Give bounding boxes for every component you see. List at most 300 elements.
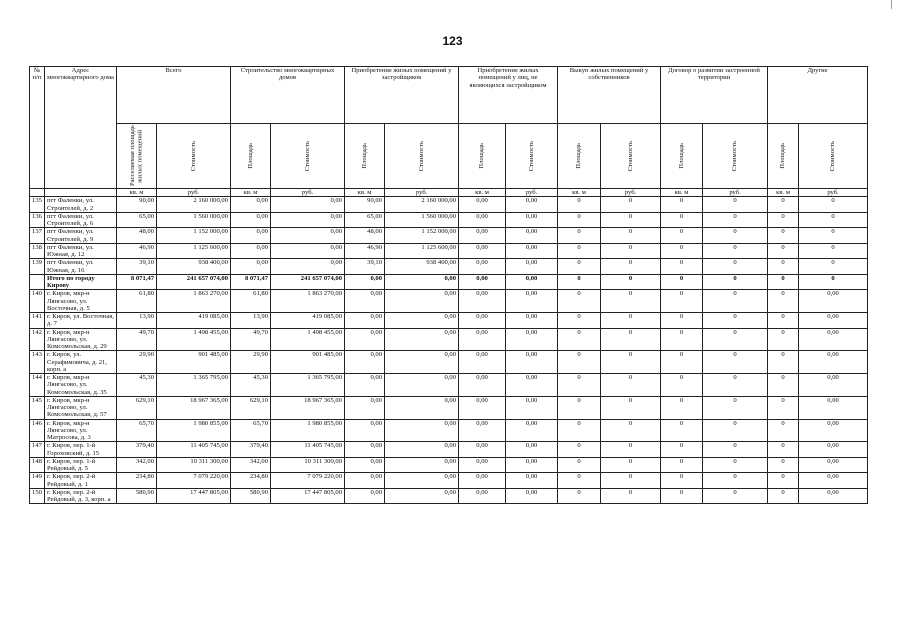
row-value: 0,00 [506,290,558,313]
row-value: 0,00 [345,374,385,397]
row-value: 10 311 300,00 [157,457,231,473]
row-value: 0,00 [345,328,385,351]
units-row [30,189,868,197]
row-value: 0 [558,442,601,458]
row-value: 0,00 [271,197,345,213]
row-value: 0 [661,243,703,259]
row-value: 379,40 [117,442,157,458]
row-value: 0 [661,197,703,213]
row-value: 17 447 805,00 [157,488,231,504]
row-value: 46,90 [117,243,157,259]
row-value: 0,00 [459,473,506,489]
row-value: 0 [661,228,703,244]
row-number: 139 [30,259,45,275]
row-value: 0 [661,313,703,329]
row-value: 938 400,00 [385,259,459,275]
row-value: 0,00 [459,313,506,329]
row-value: 0 [558,457,601,473]
row-value: 1 365 795,00 [157,374,231,397]
row-value: 0,00 [459,396,506,419]
row-address: г. Киров, мкр-н Лянгасово, ул. Матросова, д. 3 [45,419,117,442]
row-value: 0 [601,473,661,489]
row-value: 61,80 [117,290,157,313]
row-value: 0 [703,259,768,275]
row-value: 17 447 805,00 [271,488,345,504]
table-row [30,419,868,442]
row-value: 0 [703,274,768,290]
row-value: 0,00 [271,228,345,244]
unit-cell: кв. м [345,189,385,197]
row-value: 419 085,00 [157,313,231,329]
row-value: 0 [661,274,703,290]
unit-cell: руб. [385,189,459,197]
row-value: 0,00 [799,473,868,489]
row-value: 1 125 600,00 [157,243,231,259]
row-value: 0,00 [271,259,345,275]
row-value: 48,00 [117,228,157,244]
row-value: 0 [558,243,601,259]
row-value: 49,70 [231,328,271,351]
row-value: 0,00 [506,442,558,458]
header-area: Площадь [345,124,385,189]
unit-cell: руб. [703,189,768,197]
row-value: 342,00 [117,457,157,473]
row-value: 0 [768,328,799,351]
row-value: 65,70 [117,419,157,442]
row-value: 0,00 [345,473,385,489]
header-area: Площадь [558,124,601,189]
row-value: 2 160 000,00 [385,197,459,213]
row-value: 0 [601,259,661,275]
row-value: 0 [661,442,703,458]
row-value: 45,30 [231,374,271,397]
row-value: 0,00 [459,228,506,244]
row-value: 0 [768,442,799,458]
header-sub-row [30,124,868,189]
relocation-table [29,66,868,504]
row-value: 0,00 [231,259,271,275]
unit-cell: кв. м [459,189,506,197]
table-row [30,442,868,458]
row-address: пгт Фаленки, ул. Южная, д. 12 [45,243,117,259]
row-value: 0,00 [506,259,558,275]
row-number: 140 [30,290,45,313]
row-value: 1 498 455,00 [157,328,231,351]
row-value: 629,10 [117,396,157,419]
row-value: 0 [768,313,799,329]
row-value: 0 [558,212,601,228]
row-value: 0 [558,374,601,397]
row-value: 0 [558,274,601,290]
row-value: 0,00 [799,457,868,473]
row-value: 65,70 [231,419,271,442]
row-value: 0 [703,197,768,213]
row-value: 0 [768,457,799,473]
row-value: 0,00 [345,274,385,290]
row-value: 0 [768,396,799,419]
row-value: 29,90 [117,351,157,374]
table-row [30,473,868,489]
row-value: 0 [558,419,601,442]
row-value: 0,00 [459,259,506,275]
row-value: 18 967 365,00 [157,396,231,419]
row-value: 0,00 [506,212,558,228]
header-group-row [30,67,868,124]
row-value: 0,00 [799,396,868,419]
row-value: 0 [768,290,799,313]
row-value: 0 [703,212,768,228]
row-number: 141 [30,313,45,329]
table-row [30,259,868,275]
row-number: 136 [30,212,45,228]
row-value: 0 [601,328,661,351]
unit-cell: кв. м [231,189,271,197]
row-value: 1 125 600,00 [385,243,459,259]
row-number: 147 [30,442,45,458]
row-number: 149 [30,473,45,489]
header-cost: Стоимость [601,124,661,189]
row-value: 0,00 [345,396,385,419]
page-number: 123 [442,34,463,48]
row-value: 0 [799,228,868,244]
row-value: 0,00 [459,351,506,374]
row-number: 142 [30,328,45,351]
row-value: 0,00 [506,374,558,397]
row-value: 0,00 [459,442,506,458]
row-value: 0 [703,228,768,244]
row-value: 0,00 [231,228,271,244]
row-value: 0 [601,228,661,244]
row-value: 0 [601,274,661,290]
row-value: 0,00 [506,243,558,259]
row-value: 1 980 855,00 [157,419,231,442]
row-value: 0,00 [385,473,459,489]
row-value: 0 [768,374,799,397]
row-number: 150 [30,488,45,504]
row-value: 0,00 [385,396,459,419]
unit-cell: руб. [799,189,868,197]
row-value: 0 [601,457,661,473]
row-value: 0,00 [506,457,558,473]
header-cost: Стоимость [385,124,459,189]
row-value: 1 365 795,00 [271,374,345,397]
row-value: 0 [601,351,661,374]
header-area: Площадь [661,124,703,189]
row-value: 0,00 [385,442,459,458]
unit-cell: кв. м [117,189,157,197]
row-value: 10 311 300,00 [271,457,345,473]
row-value: 0 [661,374,703,397]
row-value: 0 [703,328,768,351]
row-value: 0 [768,259,799,275]
row-value: 0,00 [345,313,385,329]
row-number: 146 [30,419,45,442]
header-group-development-agreement: Договор о развитии застроенной территории [661,67,768,124]
row-value: 0,00 [231,212,271,228]
row-address: г. Киров, мкр-н Лянгасово, ул. Комсомольская, д. 35 [45,374,117,397]
table-body [30,197,868,504]
row-value: 0 [601,290,661,313]
row-value: 1 560 000,00 [385,212,459,228]
row-value: 901 485,00 [271,351,345,374]
row-value: 0,00 [799,313,868,329]
row-value: 0 [768,212,799,228]
row-value: 234,80 [231,473,271,489]
row-value: 0,00 [459,274,506,290]
row-value: 0,00 [799,351,868,374]
row-value: 0 [703,419,768,442]
header-cost: Стоимость [506,124,558,189]
row-value: 48,00 [345,228,385,244]
table-row [30,197,868,213]
row-value: 0 [661,290,703,313]
row-value: 1 498 455,00 [271,328,345,351]
unit-cell: руб. [271,189,345,197]
table-row [30,374,868,397]
row-value: 0,00 [506,228,558,244]
row-value: 379,40 [231,442,271,458]
row-value: 0 [768,473,799,489]
row-value: 0 [703,473,768,489]
row-value: 39,10 [345,259,385,275]
row-address: пгт Фаленки, ул. Строителей, д. 9 [45,228,117,244]
row-value: 0,00 [506,473,558,489]
row-value: 419 085,00 [271,313,345,329]
row-value: 0,00 [506,419,558,442]
row-value: 0,00 [799,488,868,504]
header-number: № п/п [30,67,45,189]
row-value: 0 [768,419,799,442]
row-value: 0 [558,228,601,244]
scan-edge-mark [891,0,892,9]
row-value: 901 485,00 [157,351,231,374]
header-group-buyout: Выкуп жилых помещений у собственников [558,67,661,124]
row-value: 0,00 [271,212,345,228]
row-value: 0 [703,313,768,329]
row-value: 0 [558,197,601,213]
row-value: 0 [558,396,601,419]
row-value: 7 079 220,00 [157,473,231,489]
row-value: 46,90 [345,243,385,259]
table-row [30,488,868,504]
row-value: 1 560 000,00 [157,212,231,228]
row-value: 0 [661,396,703,419]
row-value: 0 [661,488,703,504]
row-value: 0,00 [459,374,506,397]
row-number [30,274,45,290]
row-value: 0,00 [459,419,506,442]
row-value: 0 [661,473,703,489]
row-value: 0,00 [345,290,385,313]
row-value: 0,00 [385,290,459,313]
row-value: 0 [768,243,799,259]
row-value: 61,80 [231,290,271,313]
row-value: 0 [768,228,799,244]
row-address: г. Киров, ул. Серафимовича, д. 21, корп. а [45,351,117,374]
row-value: 0,00 [459,328,506,351]
row-value: 0,00 [231,243,271,259]
unit-cell: кв. м [661,189,703,197]
row-value: 0,00 [459,290,506,313]
row-value: 45,30 [117,374,157,397]
header-cost: Стоимость [157,124,231,189]
row-address: пгт Фаленки, ул. Строителей, д. 2 [45,197,117,213]
row-value: 241 657 074,00 [157,274,231,290]
row-value: 0,00 [506,197,558,213]
row-value: 0,00 [385,274,459,290]
row-value: 342,00 [231,457,271,473]
table-row [30,290,868,313]
row-address: г. Киров, пер. 2-й Рейдовый, д. 3, корп. а [45,488,117,504]
header-address: Адрес многоквартирного дома [45,67,117,189]
row-value: 1 863 270,00 [157,290,231,313]
row-value: 0 [799,243,868,259]
row-value: 0 [601,197,661,213]
header-cost: Стоимость [703,124,768,189]
row-value: 0 [703,290,768,313]
row-value: 0 [703,442,768,458]
header-area: Площадь [459,124,506,189]
total-row [30,274,868,290]
row-value: 0 [601,488,661,504]
row-value: 938 400,00 [157,259,231,275]
row-number: 138 [30,243,45,259]
row-address: г. Киров, пер. 2-й Рейдовый, д. 1 [45,473,117,489]
row-value: 0,00 [385,457,459,473]
row-value: 7 079 220,00 [271,473,345,489]
unit-cell: руб. [506,189,558,197]
row-value: 49,70 [117,328,157,351]
row-value: 0 [768,197,799,213]
row-value: 0 [799,212,868,228]
row-value: 8 071,47 [117,274,157,290]
unit-cell: руб. [157,189,231,197]
row-value: 0,00 [459,457,506,473]
row-value: 0,00 [506,488,558,504]
row-value: 580,90 [117,488,157,504]
row-value: 0,00 [345,351,385,374]
row-value: 0,00 [385,374,459,397]
table-row [30,328,868,351]
row-number: 145 [30,396,45,419]
row-value: 13,90 [231,313,271,329]
row-address: пгт Фаленки, ул. Южная, д. 16 [45,259,117,275]
row-value: 0,00 [459,197,506,213]
row-value: 0,00 [345,488,385,504]
table-row [30,243,868,259]
row-value: 2 160 000,00 [157,197,231,213]
unit-cell: кв. м [768,189,799,197]
row-value: 0,00 [345,442,385,458]
table-row [30,351,868,374]
row-value: 0,00 [506,313,558,329]
row-address: г. Киров, мкр-н Лянгасово, ул. Комсомольская, д. 57 [45,396,117,419]
row-value: 241 657 074,00 [271,274,345,290]
row-value: 0 [558,290,601,313]
row-address: г. Киров, пер. 1-й Гороховский, д. 15 [45,442,117,458]
row-value: 0,00 [345,419,385,442]
row-value: 0 [799,274,868,290]
table-row [30,396,868,419]
header-group-total: Всего [117,67,231,124]
row-value: 0,00 [385,419,459,442]
row-value: 0 [601,419,661,442]
row-value: 0 [703,351,768,374]
row-value: 0,00 [799,290,868,313]
row-value: 0,00 [271,243,345,259]
row-value: 11 405 745,00 [157,442,231,458]
header-area: Площадь [231,124,271,189]
row-address: г. Киров, пер. 1-й Рейдовый, д. 5 [45,457,117,473]
row-value: 0 [703,243,768,259]
row-value: 90,00 [117,197,157,213]
row-value: 0 [799,259,868,275]
row-value: 0,00 [459,488,506,504]
row-value: 580,90 [231,488,271,504]
row-value: 0 [558,473,601,489]
row-value: 0 [703,396,768,419]
row-value: 1 863 270,00 [271,290,345,313]
row-value: 0 [601,374,661,397]
header-cost: Стоимость [271,124,345,189]
row-value: 0 [703,457,768,473]
row-value: 0 [661,419,703,442]
row-value: 0 [601,442,661,458]
row-value: 0,00 [231,197,271,213]
header-group-purchase-non-developers: Приобретение жилых помещений у лиц, не являющихся застройщиком [459,67,558,124]
row-value: 0 [601,212,661,228]
row-value: 0 [661,457,703,473]
row-value: 0 [661,212,703,228]
row-value: 29,90 [231,351,271,374]
row-value: 0 [558,328,601,351]
header-group-other: Другие [768,67,868,124]
header-area: Площадь [768,124,799,189]
row-value: 0,00 [506,396,558,419]
row-value: 0 [661,259,703,275]
header-cost: Стоимость [799,124,868,189]
row-value: 0 [661,351,703,374]
row-value: 0,00 [799,442,868,458]
unit-cell: кв. м [558,189,601,197]
row-number: 148 [30,457,45,473]
row-number: 137 [30,228,45,244]
row-value: 0 [558,259,601,275]
row-value: 0 [703,488,768,504]
row-value: 65,00 [117,212,157,228]
header-group-purchase-developers: Приобретение жилых помещений у застройщиков [345,67,459,124]
row-value: 1 152 000,00 [157,228,231,244]
row-value: 0,00 [799,328,868,351]
row-address: пгт Фаленки, ул. Строителей, д. 6 [45,212,117,228]
row-value: 0 [661,328,703,351]
row-value: 18 967 365,00 [271,396,345,419]
row-value: 11 405 745,00 [271,442,345,458]
row-value: 0 [768,351,799,374]
table-row [30,228,868,244]
row-number: 135 [30,197,45,213]
row-value: 0,00 [459,243,506,259]
row-value: 0 [558,351,601,374]
row-address: г. Киров, ул. Восточная, д. 7 [45,313,117,329]
row-value: 13,90 [117,313,157,329]
row-address: Итого по городу Кирову [45,274,117,290]
row-number: 144 [30,374,45,397]
table-row [30,313,868,329]
row-value: 0,00 [385,488,459,504]
row-value: 0,00 [385,328,459,351]
row-value: 90,00 [345,197,385,213]
